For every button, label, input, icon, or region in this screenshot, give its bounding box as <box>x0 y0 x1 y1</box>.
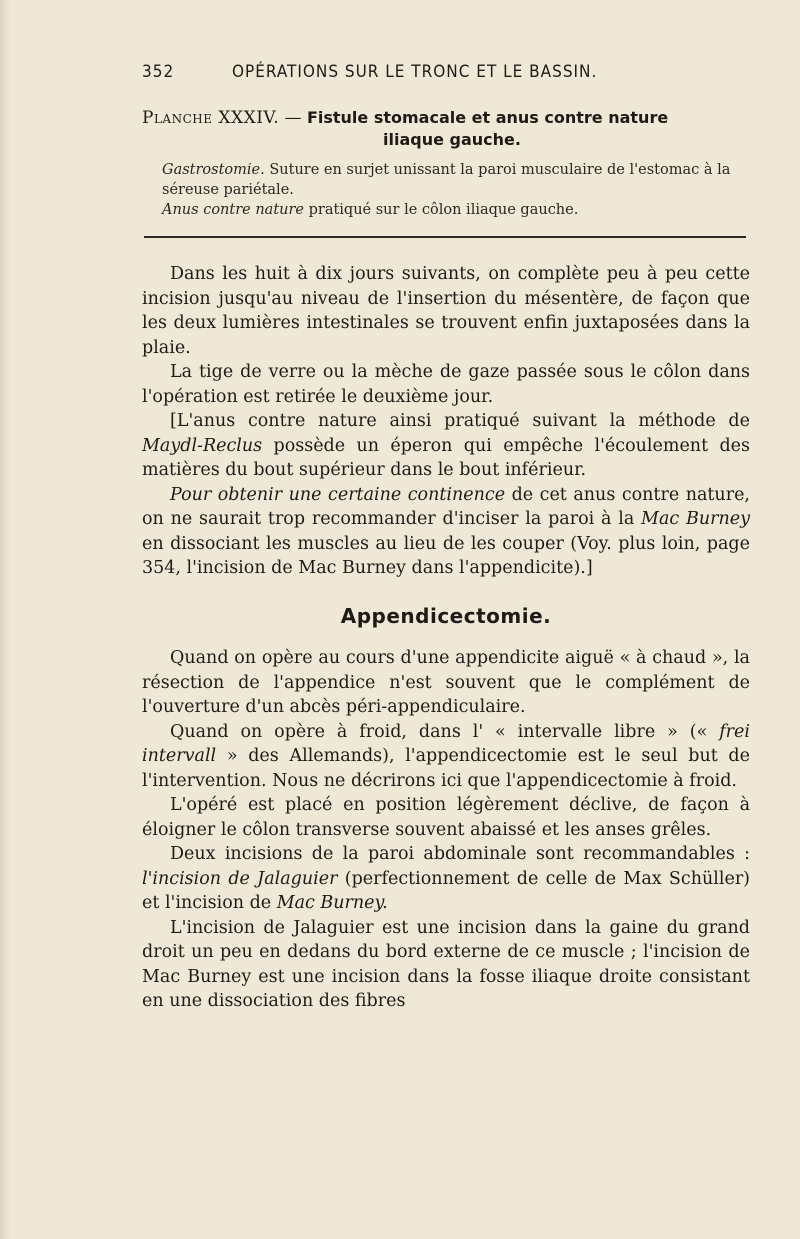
text-run: » des Allemands), l'appendicectomie est le seul but de l'intervention. Nous ne décrirons ici que l'appendicectomie à froid. <box>142 746 750 791</box>
plate-caption <box>140 160 760 220</box>
section-heading: Appendicectomie. <box>340 603 552 628</box>
paragraph <box>142 483 750 581</box>
running-title: OPÉRATIONS SUR LE TRONC ET LE BASSIN. <box>232 62 598 82</box>
plate-title-line2: iliaque gauche. <box>383 130 521 149</box>
plate-title <box>142 107 762 151</box>
horizontal-rule <box>144 236 746 238</box>
italic-phrase: frei intervall <box>142 721 750 766</box>
paragraph: L'opéré est placé en position légèrement déclive, de façon à éloigner le côlon transverse souvent abaissé et les anses grêles. <box>142 795 750 840</box>
italic-name: Mac Burney <box>641 509 750 529</box>
text-run: Deux incisions de la paroi abdominale sont recommandables : <box>170 844 750 864</box>
text-run: de cet anus contre nature, on ne saurait trop recommander d'inciser la paroi à la <box>142 484 750 529</box>
paragraph <box>142 409 750 483</box>
caption-text-1: Suture en surjet unissant la paroi musculaire de l'estomac à la séreuse pariétale. <box>162 162 731 198</box>
italic-name: Maydl-Reclus <box>142 435 263 456</box>
text-run: [L'anus contre nature ainsi pratiqué suivant la méthode de <box>170 411 750 431</box>
paragraph: La tige de verre ou la mèche de gaze passée sous le côlon dans l'opération est retirée le deuxième jour. <box>142 362 750 407</box>
paragraph: Dans les huit à dix jours suivants, on complète peu à peu cette incision jusqu'au niveau de l'insertion du mésentère, de façon que les deux lumières intestinales se trouvent enfin juxtaposées dans la plaie. <box>142 264 750 358</box>
body-text <box>142 262 750 1014</box>
running-head <box>142 62 670 86</box>
italic-phrase: Pour obtenir une certaine continence <box>170 484 506 505</box>
paragraph: L'incision de Jalaguier est une incision dans la gaine du grand droit un peu en dedans du bord externe de ce muscle ; l'incision de Mac Burney est une incision dans la fosse iliaque droite consistant en une dissociation des fibres <box>142 917 750 1011</box>
caption-term-anus: Anus contre nature <box>162 202 304 218</box>
text-run: possède un éperon qui empêche l'écoulement des matières du bout supérieur dans le bout inférieur. <box>142 435 750 480</box>
paragraph <box>142 842 750 916</box>
plate-title-line1: Fistule stomacale et anus contre nature <box>306 108 669 127</box>
paragraph: Quand on opère au cours d'une appendicite aiguë « à chaud », la résection de l'appendice n'est souvent que le complément de l'ouverture d'un abcès péri-appendiculaire. <box>142 648 750 717</box>
italic-phrase: l'incision de Jalaguier <box>142 868 338 889</box>
plate-label: Planche XXXIV. <box>142 108 280 128</box>
caption-line-gastrostomie <box>140 160 760 200</box>
paragraph <box>142 720 750 794</box>
text-run: Quand on opère à froid, dans l' « intervalle libre » (« <box>170 721 720 742</box>
caption-term-gastrostomie: Gastrostomie. <box>162 162 265 178</box>
page-edge-shadow <box>0 0 10 1239</box>
text-run: (perfectionnement de celle de Max Schüller) et l'incision de <box>142 868 751 913</box>
page-number: 352 <box>142 62 175 82</box>
plate-dash: — <box>279 108 307 128</box>
caption-text-2: pratiqué sur le côlon iliaque gauche. <box>304 202 579 218</box>
text-run: en dissociant les muscles au lieu de les couper (Voy. plus loin, page 354, l'incision de Mac Burney dans l'appendicite).] <box>142 533 750 578</box>
italic-name: Mac Burney. <box>276 893 388 913</box>
caption-line-anus <box>140 200 760 220</box>
